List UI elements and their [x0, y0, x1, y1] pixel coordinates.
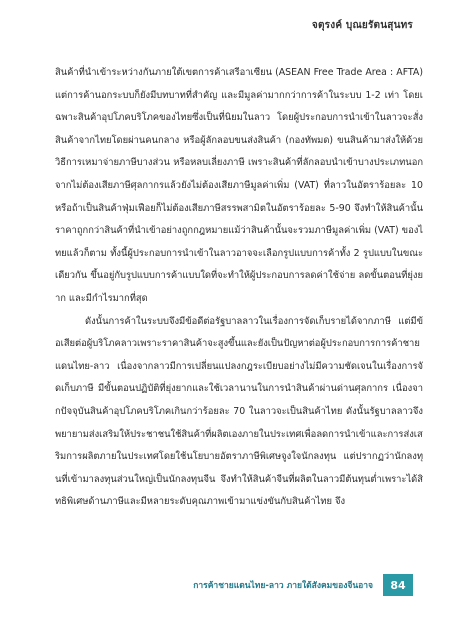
page-footer [193, 574, 413, 596]
body-paragraph: สินค้าที่นำเข้าระหว่างกันภายใต้เขตการค้าเสรีอาเซียน (ASEAN Free Trade Area : AFTA) แต่การค้านอกระบบก็ยังมีบทบาทที่สำคัญ และมีมูลค่ามากกว่าการค้าในระบบ 1-2 เท่า โดยเฉพาะสินค้าอุปโภคบริโภคของไทยซึ่งเป็นที่นิยมในลาว โดยผู้ประกอบการนำเข้าในลาวจะสั่งสินค้าจากไทยโดยผ่านคนกลาง หรือผู้ลักลอบขนส่งสินค้า (กองทัพมด) ขนสินค้ามาส่งให้ด้วยวิธีการเหมาจ่ายภาษีบางส่วน หรือหลบเลี่ยงภาษี เพราะสินค้าที่ลักลอบนำเข้าบางประเภทนอกจากไม่ต้องเสียภาษีศุลกากรแล้วยังไม่ต้องเสียภาษีมูลค่าเพิ่ม (VAT) ที่ลาวในอัตราร้อยละ 10 หรือถ้าเป็นสินค้าฟุ่มเฟือยก็ไม่ต้องเสียภาษีสรรพสามิตในอัตราร้อยละ 5-90 จึงทำให้สินค้านั้นราคาถูกกว่าสินค้าที่นำเข้าอย่างถูกกฎหมายแม้ว่าสินค้านั้นจะรวมภาษีมูลค่าเพิ่ม (VAT) ของไทยแล้วก็ตาม ทั้งนี้ผู้ประกอบการนำเข้าในลาวอาจจะเลือกรูปแบบการค้าทั้ง 2 รูปแบบในขณะเดียวกัน ขึ้นอยู่กับรูปแบบการค้าแบบใดที่จะทำให้ผู้ประกอบการลดค่าใช้จ่าย ลดขั้นตอนที่ยุ่งยาก และมีกำไรมากที่สุด [55, 67, 423, 304]
journal-title: การค้าชายแดนไทย-ลาว ภายใต้สังคมของจีนอาจ [193, 581, 373, 591]
page-number: 84 [383, 574, 413, 596]
article-body [55, 62, 423, 514]
body-paragraph: ดังนั้นการค้าในระบบจึงมีข้อดีต่อรัฐบาลลาวในเรื่องการจัดเก็บรายได้จากภาษี แต่มีข้อเสียต่อผู้บริโภคลาวเพราะราคาสินค้าจะสูงขึ้นและยังเป็นปัญหาต่อผู้ประกอบการการค้าชายแดนไทย-ลาว เนื่องจากลาวมีการเปลี่ยนแปลงกฎระเบียบอย่างไม่มีความชัดเจนในเรื่องการจัดเก็บภาษี มีขั้นตอนปฏิบัติที่ยุ่งยากและใช้เวลานานในการนำสินค้าผ่านด่านศุลกากร เนื่องจากปัจจุบันสินค้าอุปโภคบริโภคเกินกว่าร้อยละ 70 ในลาวจะเป็นสินค้าไทย ดังนั้นรัฐบาลลาวจึงพยายามส่งเสริมให้ประชาชนใช้สินค้าที่ผลิตเองภายในประเทศเพื่อลดการนำเข้าและการส่งเสริมการผลิตภายในประเทศโดยใช้นโยบายอัตราภาษีพิเศษจูงใจนักลงทุน แต่ปรากฏว่านักลงทุนที่เข้ามาลงทุนส่วนใหญ่เป็นนักลงทุนจีน จึงทำให้สินค้าจีนที่ผลิตในลาวมีต้นทุนต่ำเพราะได้สิทธิพิเศษด้านภาษีและมีหลายระดับคุณภาพเข้ามาแข่งขันกับสินค้าไทย จึง [55, 315, 423, 508]
author-name: จตุรงค์ บุณยรัตนสุนทร [311, 20, 413, 31]
